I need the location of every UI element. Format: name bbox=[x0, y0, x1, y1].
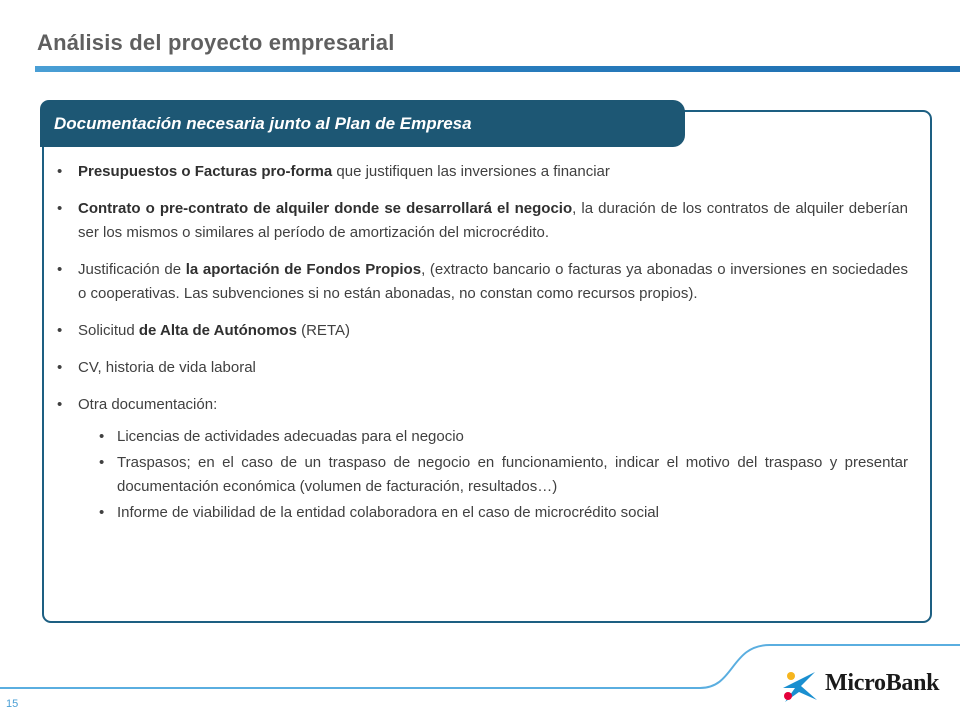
item-bold: de Alta de Autónomos bbox=[138, 322, 297, 339]
item-pre: Solicitud bbox=[78, 322, 139, 339]
list-item bbox=[78, 393, 908, 417]
item-text: que justifiquen las inversiones a financiar bbox=[332, 163, 610, 180]
sub-list-item: • Informe de viabilidad de la entidad colaboradora en el caso de microcrédito social bbox=[117, 501, 908, 525]
sub-list-item: • Licencias de actividades adecuadas para el negocio bbox=[117, 425, 908, 449]
item-text: Otra documentación: bbox=[78, 396, 218, 413]
title-underline bbox=[35, 66, 960, 72]
caixa-star-icon bbox=[779, 666, 819, 706]
bullet-list bbox=[78, 160, 908, 527]
list-item bbox=[78, 197, 908, 245]
item-bold: la aportación de Fondos Propios bbox=[185, 261, 422, 278]
item-text: , (extracto bancario o facturas ya abonadas o inversiones en sociedades o cooperativas. Las subvenciones si no están abonadas, no constan como recursos propios). bbox=[78, 261, 908, 302]
item-text: (RETA) bbox=[296, 322, 350, 339]
sub-list-item: • Traspasos; en el caso de un traspaso de negocio en funcionamiento, indicar el motivo del traspaso y presentar documentación económica (volumen de facturación, resultados…) bbox=[117, 451, 908, 499]
list-item bbox=[78, 160, 908, 184]
page-number: 15 bbox=[6, 698, 19, 710]
item-text: , la duración de los contratos de alquiler deberían ser los mismos o similares al período de amortización del microcrédito. bbox=[78, 200, 908, 241]
page-title: Análisis del proyecto empresarial bbox=[37, 30, 395, 55]
logo-wordmark: MicroBank bbox=[825, 670, 940, 696]
list-item bbox=[78, 258, 908, 306]
microbank-logo bbox=[779, 666, 939, 706]
item-text: CV, historia de vida laboral bbox=[78, 359, 256, 376]
item-bold: Presupuestos o Facturas pro-forma bbox=[78, 163, 333, 180]
item-bold: Contrato o pre-contrato de alquiler donde se desarrollará el negocio bbox=[78, 200, 573, 217]
section-tab-title: Documentación necesaria junto al Plan de Empresa bbox=[40, 100, 685, 147]
item-pre: Justificación de bbox=[78, 261, 186, 278]
list-item bbox=[78, 319, 908, 343]
list-item bbox=[78, 356, 908, 380]
